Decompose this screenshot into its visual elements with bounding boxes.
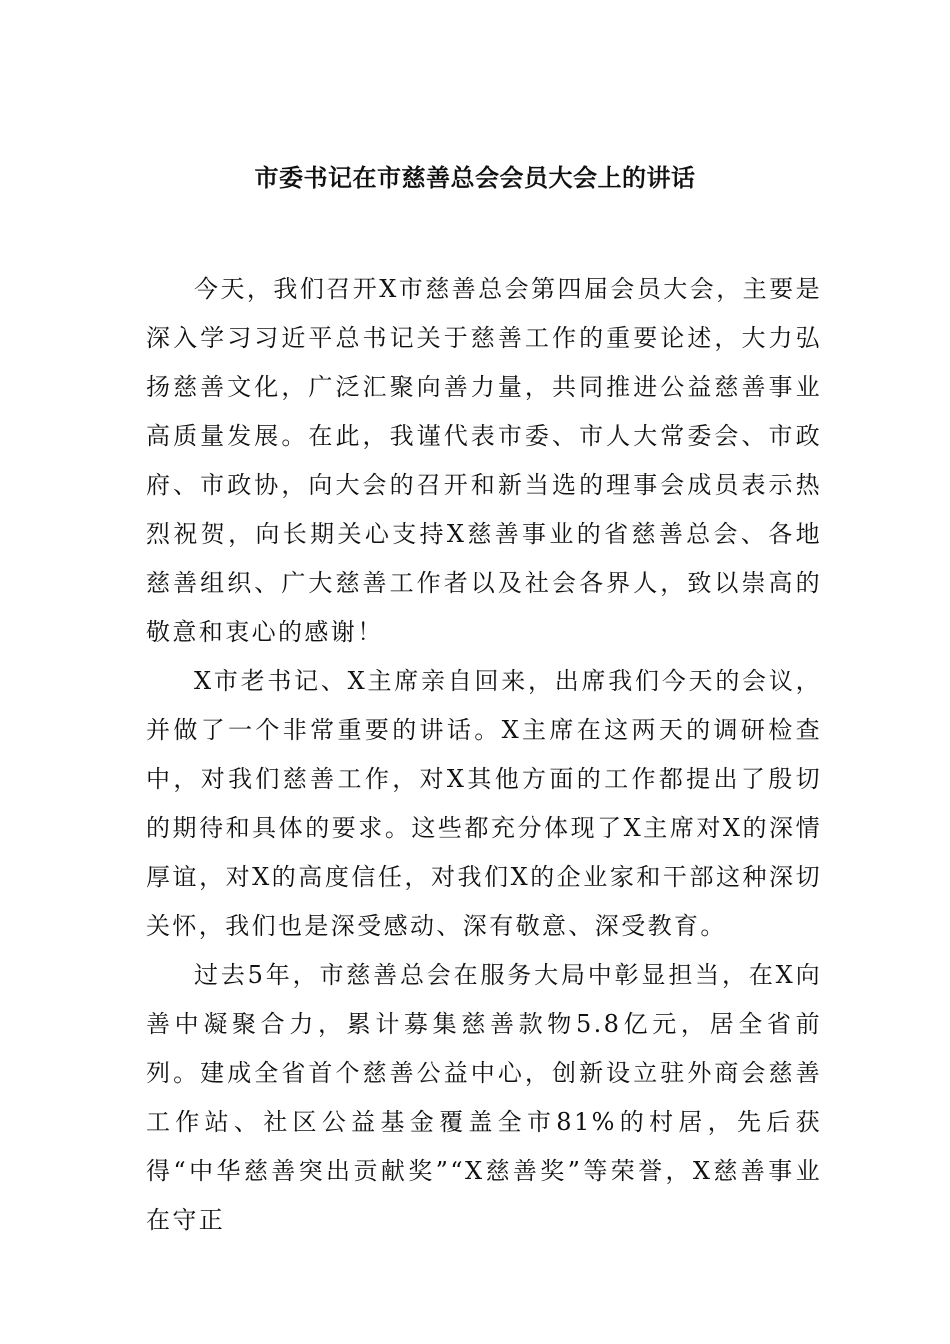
paragraph-chairman-speech: X市老书记、X主席亲自回来，出席我们今天的会议，并做了一个非常重要的讲话。X主席在这两天的调研检查中，对我们慈善工作，对X其他方面的工作都提出了殷切的期待和具体的要求。这些都充分体现了X主席对X的深情厚谊，对X的高度信任，对我们X的企业家和干部这种深切关怀，我们也是深受感动、深有敬意、深受教育。 (146, 667, 822, 940)
paragraph-past-five-years: 过去5年，市慈善总会在服务大局中彰显担当，在X向善中凝聚合力，累计募集慈善款物5.8亿元，居全省前列。建成全省首个慈善公益中心，创新设立驻外商会慈善工作站、社区公益基金覆盖全市81%的村居，先后获得“中华慈善突出贡献奖”“X慈善奖”等荣誉，X慈善事业在守正 (146, 961, 822, 1234)
document-body (146, 265, 822, 1245)
paragraph-opening: 今天，我们召开X市慈善总会第四届会员大会，主要是深入学习习近平总书记关于慈善工作的重要论述，大力弘扬慈善文化，广泛汇聚向善力量，共同推进公益慈善事业高质量发展。在此，我谨代表市委、市人大常委会、市政府、市政协，向大会的召开和新当选的理事会成员表示热烈祝贺，向长期关心支持X慈善事业的省慈善总会、各地慈善组织、广大慈善工作者以及社会各界人，致以崇高的敬意和衷心的感谢！ (146, 275, 822, 646)
document-title: 市委书记在市慈善总会会员大会上的讲话 (254, 163, 696, 192)
